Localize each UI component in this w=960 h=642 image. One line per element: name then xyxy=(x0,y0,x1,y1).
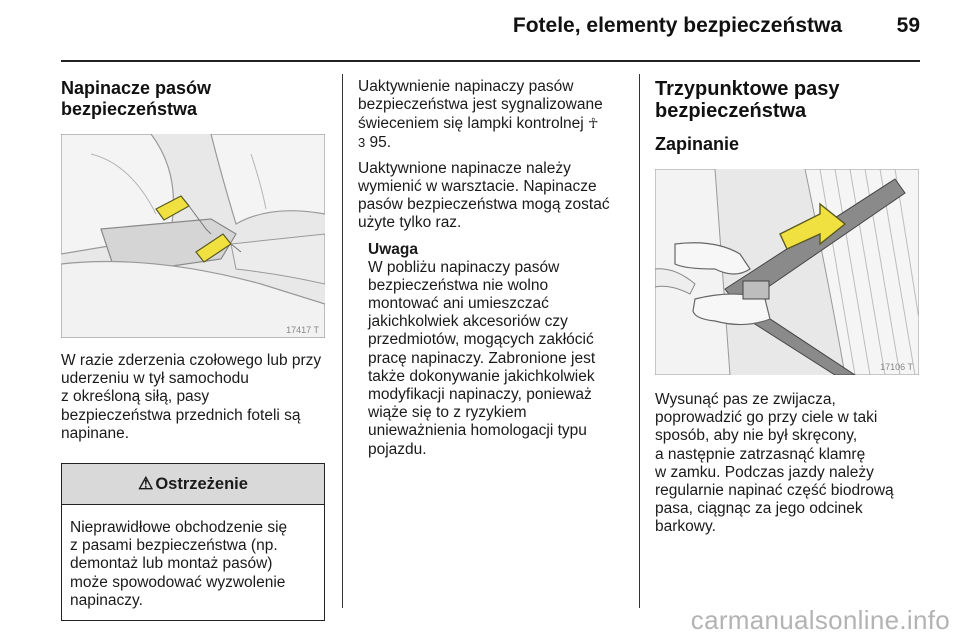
note-block xyxy=(368,241,624,459)
pretensioner-description: W razie zderzenia czołowego lub przy uderzeniu w tył samochodu z określoną siłą, pasy bezpieczeństwa przednich foteli są napinane. xyxy=(61,352,322,442)
note-heading: Uwaga xyxy=(368,240,418,258)
column-divider-1 xyxy=(342,74,343,608)
page-title: Fotele, elementy bezpieczeństwa xyxy=(512,14,842,37)
column-3 xyxy=(655,78,923,537)
seat-pretensioner-illustration xyxy=(61,134,325,338)
page-number: 59 xyxy=(896,14,920,37)
warning-title: Ostrzeżenie xyxy=(155,474,248,493)
column-1 xyxy=(61,78,327,621)
activation-paragraph: Uaktywnienie napinaczy pasów bezpieczeństwa jest sygnalizowane świeceniem się lampki kontrolnej ☥ 3 95. xyxy=(358,78,603,151)
seat-illustration-svg xyxy=(61,134,325,338)
pretensioner-warning-light-icon: ☥ xyxy=(588,115,599,132)
cross-reference-page[interactable]: 95. xyxy=(369,133,392,151)
replacement-paragraph: Uaktywnione napinacze należy wymienić w warsztacie. Napinacze pasów bezpieczeństwa mogą zostać użyte tylko raz. xyxy=(358,159,610,232)
watermark: carmanualsonline.info xyxy=(690,605,950,635)
belt-illustration-svg xyxy=(655,169,919,375)
figure-code: 17417 T xyxy=(286,325,319,335)
subheading-fastening: Zapinanie xyxy=(655,134,740,154)
header-rule xyxy=(61,60,920,62)
warning-text: Nieprawidłowe obchodzenie się z pasami bezpieczeństwa (np. demontaż lub montaż pasów) może spowodować wyzwolenie napinaczy. xyxy=(70,519,288,609)
note-text: W pobliżu napinaczy pasów bezpieczeństwa nie wolno montować ani umieszczać jakichkolwiek akcesoriów czy przedmiotów, mogących zakłócić pracę napinaczy. Zabronione jest także dokonywanie jakichkolwiek modyfikacji napinaczy, ponieważ wiąże się to z ryzykiem unieważnienia homologacji typu pojazdu. xyxy=(368,258,596,458)
column-divider-2 xyxy=(639,74,640,608)
cross-reference-arrow-icon: 3 xyxy=(358,134,366,150)
warning-header xyxy=(62,464,324,505)
warning-triangle-icon: ⚠ xyxy=(138,474,154,494)
section-heading-three-point-belts: Trzypunktowe pasy bezpieczeństwa xyxy=(655,78,840,122)
fastening-instructions: Wysunąć pas ze zwijacza, poprowadzić go przy ciele w taki sposób, aby nie był skręcony, a następnie zatrzasnąć klamrę w zamku. Podczas jazdy należy regularnie napinać część biodrową pasa, ciągnąc za jego odcinek barkowy. xyxy=(655,391,894,536)
belt-fastening-illustration xyxy=(655,169,919,375)
column-2 xyxy=(358,78,624,459)
warning-box xyxy=(61,463,325,621)
figure-code: 17106 T xyxy=(880,362,913,372)
section-heading-pretensioners: Napinacze pasów bezpieczeństwa xyxy=(61,78,212,119)
